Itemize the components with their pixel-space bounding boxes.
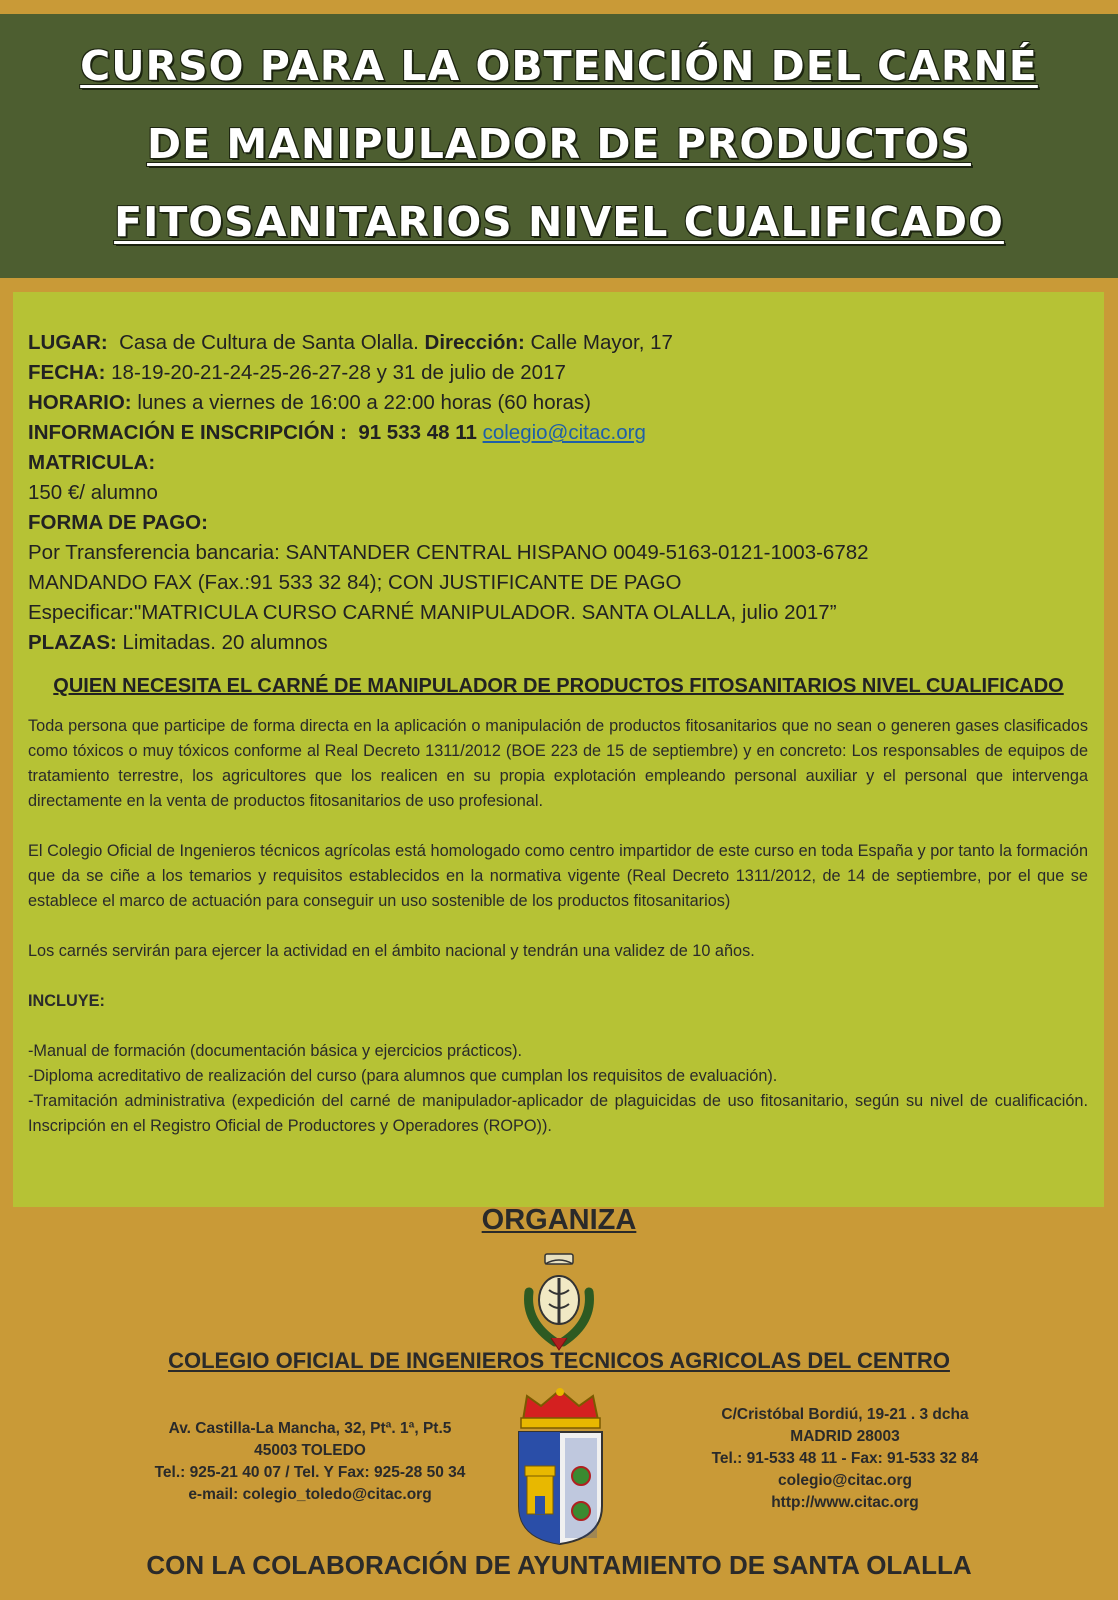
pago-label: FORMA DE PAGO: <box>28 511 208 534</box>
lugar-label: LUGAR: <box>28 331 108 354</box>
inscripcion-row <box>28 418 1088 448</box>
fecha-value: 18-19-20-21-24-25-26-27-28 y 31 de julio de 2017 <box>111 361 566 384</box>
toledo-address <box>120 1418 500 1506</box>
lugar-row <box>28 328 1088 358</box>
inscripcion-label: INFORMACIÓN E INSCRIPCIÓN : <box>28 421 347 444</box>
section-body <box>28 714 1088 1139</box>
organiza-heading: ORGANIZA <box>481 1204 637 1236</box>
plazas-value: Limitadas. 20 alumnos <box>122 631 328 654</box>
inscripcion-phone: 91 533 48 11 <box>358 421 477 444</box>
toledo-email: e-mail: colegio_toledo@citac.org <box>188 1486 432 1503</box>
paragraph-3: Los carnés servirán para ejercer la actividad en el ámbito nacional y tendrán una validez de 10 años. <box>28 942 755 960</box>
madrid-address-line: C/Cristóbal Bordiú, 19-21 . 3 dcha <box>721 1406 969 1423</box>
incluye-item-1: -Manual de formación (documentación básica y ejercicios prácticos). <box>28 1042 523 1060</box>
title-banner <box>0 14 1118 278</box>
paragraph-1: Toda persona que participe de forma directa en la aplicación o manipulación de productos fitosanitarios que no sean o generen gases clasificados como tóxicos o muy tóxicos conforme al Real Decreto 1311/2012 (BOE 223 de 15 de septiembre) y en concreto: Los responsables de equipos de tratamiento terrestre, los agricultores que los realicen en su propia explotación empleando personal auxiliar y el personal que intervenga directamente en la venta de productos fitosanitarios de uso profesional. <box>28 717 1088 810</box>
fecha-label: FECHA: <box>28 361 106 384</box>
matricula-value: 150 €/ alumno <box>28 481 158 504</box>
madrid-email: colegio@citac.org <box>778 1472 912 1489</box>
collaboration-line: CON LA COLABORACIÓN DE AYUNTAMIENTO DE SANTA OLALLA <box>146 1550 972 1580</box>
lugar-value: Casa de Cultura de Santa Olalla. <box>119 331 419 354</box>
incluye-item-2: -Diploma acreditativo de realización del curso (para alumnos que cumplan los requisitos de evaluación). <box>28 1067 778 1085</box>
title-line-3: FITOSANITARIOS NIVEL CUALIFICADO <box>114 198 1004 246</box>
madrid-address <box>650 1404 1040 1514</box>
horario-row <box>28 388 1088 418</box>
pago-label-row <box>28 508 1088 538</box>
direccion-label: Dirección: <box>424 331 525 354</box>
title-line-2: DE MANIPULADOR DE PRODUCTOS <box>147 120 971 168</box>
title-line-1: CURSO PARA LA OBTENCIÓN DEL CARNÉ <box>80 42 1038 90</box>
horario-label: HORARIO: <box>28 391 132 414</box>
colegio-name: COLEGIO OFICIAL DE INGENIEROS TECNICOS AGRICOLAS DEL CENTRO <box>168 1348 950 1373</box>
section-subtitle: QUIEN NECESITA EL CARNÉ DE MANIPULADOR DE PRODUCTOS FITOSANITARIOS NIVEL CUALIFICADO <box>53 675 1064 697</box>
plazas-label: PLAZAS: <box>28 631 117 654</box>
colegio-emblem-icon <box>515 1252 603 1352</box>
santa-olalla-coat-of-arms-icon <box>513 1386 608 1546</box>
pago-line-2: MANDANDO FAX (Fax.:91 533 32 84); CON JUSTIFICANTE DE PAGO <box>28 571 682 594</box>
madrid-address-line: Tel.: 91-533 48 11 - Fax: 91-533 32 84 <box>711 1450 979 1467</box>
madrid-website: http://www.citac.org <box>771 1494 919 1511</box>
plazas-row <box>28 628 1088 658</box>
incluye-item-3: -Tramitación administrativa (expedición del carné de manipulador-aplicador de plaguicidas de uso fitosanitario, según su nivel de cualificación. Inscripción en el Registro Oficial de Productores y Operadores (ROPO)). <box>28 1092 1088 1135</box>
matricula-label: MATRICULA: <box>28 451 156 474</box>
paragraph-2: El Colegio Oficial de Ingenieros técnicos agrícolas está homologado como centro impartidor de este curso en toda España y por tanto la formación que da se ciñe a los temarios y requisitos establecidos en la normativa vigente (Real Decreto 1311/2012, de 14 de septiembre, por el que se establece el marco de actuación para conseguir un uso sostenible de los productos fitosanitarios) <box>28 842 1088 910</box>
toledo-address-line: Av. Castilla-La Mancha, 32, Ptª. 1ª, Pt.5 <box>168 1420 452 1437</box>
direccion-value: Calle Mayor, 17 <box>530 331 673 354</box>
email-link[interactable]: colegio@citac.org <box>482 421 646 444</box>
toledo-address-line: Tel.: 925-21 40 07 / Tel. Y Fax: 925-28 50 34 <box>154 1464 466 1481</box>
toledo-address-line: 45003 TOLEDO <box>254 1442 366 1459</box>
course-info <box>28 328 1088 658</box>
fecha-row <box>28 358 1088 388</box>
content-panel <box>13 292 1104 1207</box>
pago-line-1: Por Transferencia bancaria: SANTANDER CENTRAL HISPANO 0049-5163-0121-1003-6782 <box>28 541 869 564</box>
matricula-row <box>28 448 1088 478</box>
madrid-address-line: MADRID 28003 <box>790 1428 900 1445</box>
pago-line-3: Especificar:"MATRICULA CURSO CARNÉ MANIPULADOR. SANTA OLALLA, julio 2017” <box>28 601 837 624</box>
incluye-label: INCLUYE: <box>28 992 105 1010</box>
horario-value: lunes a viernes de 16:00 a 22:00 horas (60 horas) <box>137 391 591 414</box>
